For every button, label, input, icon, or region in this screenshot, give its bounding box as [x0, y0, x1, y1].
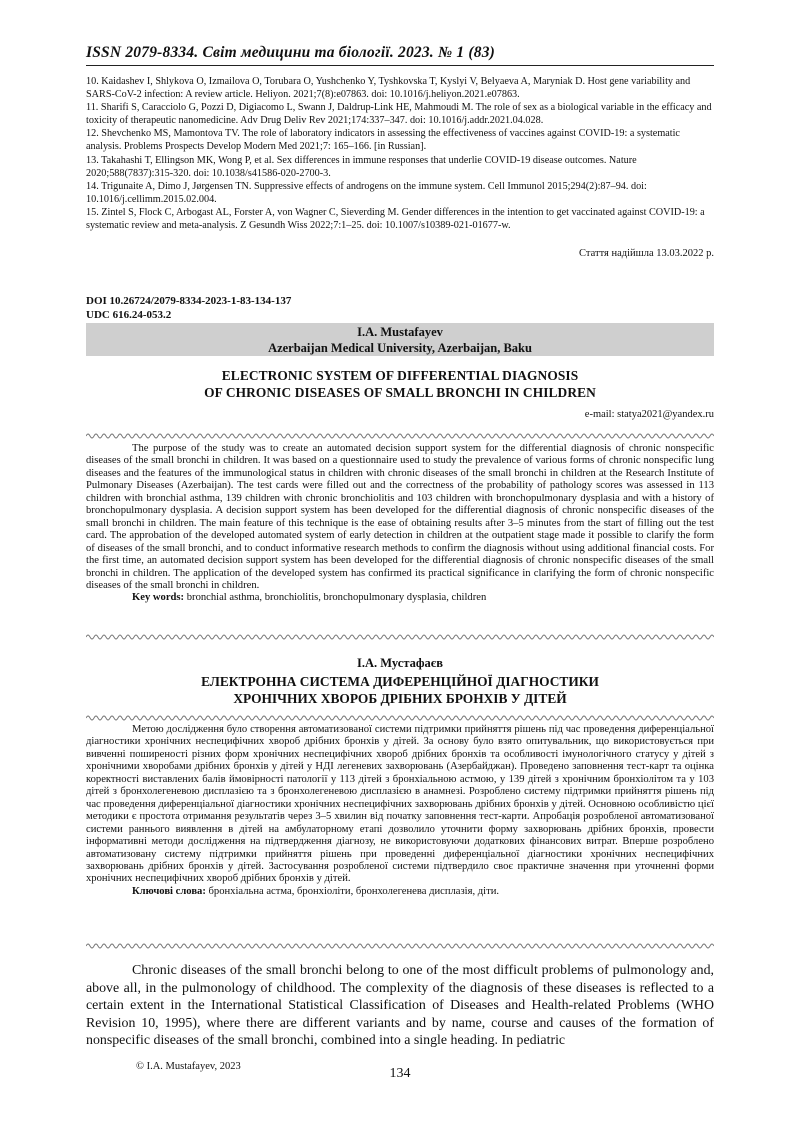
- title-line: OF CHRONIC DISEASES OF SMALL BRONCHI IN CHILDREN: [204, 385, 596, 400]
- author-name: I.A. Mustafayev: [357, 325, 443, 339]
- page-number: 134: [389, 1066, 411, 1081]
- journal-header: ISSN 2079-8334. Світ медицини та біології. 2023. № 1 (83): [86, 44, 714, 66]
- copyright: © I.A. Mustafayev, 2023: [136, 1061, 241, 1072]
- wave-divider: [86, 432, 714, 440]
- doi-block: [86, 295, 291, 322]
- reference-item: 13. Takahashi T, Ellingson MK, Wong P, et al. Sex differences in immune responses that underlie COVID-19 disease outcomes. Nature 2020;588(7837):315-320. doi: 10.1038/s41586-020-2700-3.: [86, 154, 637, 179]
- author-affiliation: Azerbaijan Medical University, Azerbaijan, Baku: [268, 340, 532, 355]
- abstract-english: [86, 443, 714, 605]
- reference-item: 14. Trigunaite A, Dimo J, Jørgensen TN. Suppressive effects of androgens on the immune system. Cell Immunol 2015;294(2):87–94. doi: 10.1016/j.cellimm.2015.02.004.: [86, 180, 647, 205]
- title-line: ELECTRONIC SYSTEM OF DIFFERENTIAL DIAGNOSIS: [221, 368, 579, 383]
- wave-divider: [86, 633, 714, 641]
- keywords-list: bronchial asthma, bronchiolitis, bronchopulmonary dysplasia, children: [184, 592, 487, 604]
- reference-list: [86, 75, 714, 232]
- wave-divider: [86, 714, 714, 722]
- ua-author-name: І.А. Мустафаєв: [357, 656, 443, 670]
- reference-item: 15. Zintel S, Flock C, Arbogast AL, Forster A, von Wagner C, Sieverding M. Gender differences in the intention to get vaccinated against COVID-19: a systematic review and meta-analysis. Z Gesundh Wiss 2022;7:1–25. doi: 10.1007/s10389-021-01677-w.: [86, 206, 705, 232]
- body-text: [86, 962, 714, 1050]
- keywords-label: Ключові слова:: [132, 885, 206, 897]
- reference-item: 11. Sharifi S, Caracciolo G, Pozzi D, Digiacomo L, Swann J, Daldrup-Link HE, Mahmoudi M. The role of sex as a biological variable in the efficacy and toxicity of therapeutic nanomedicine. Adv Drug Deliv Rev 2021;174:337–347. doi: 10.1016/j.addr.2021.04.028.: [86, 102, 712, 127]
- author-email: e-mail: statya2021@yandex.ru: [584, 409, 714, 420]
- author-box: [86, 323, 714, 356]
- abstract-text: The purpose of the study was to create an automated decision support system for the differential diagnosis of chronic nonspecific diseases of the small bronchi in children. It was based on a questionnaire used to study the prevalence of various forms of chronic nonspecific lung diseases and the features of the immunological status in children with chronic diseases of the small bronchi in children at the Research Institute of Pulmonary Diseases (Azerbaijan). The test cards were filled out and the correctness of the probability of pathology scores was assessed in 113 children with bronchial asthma, 139 children with chronic bronchiolitis and 103 children with bronchopulmonary dysplasia and with a history of bronchopulmonary dysplasia. A decision support system has been developed for the differential diagnosis of chronic nonspecific diseases of the small bronchi in children. The main feature of this technique is the ease of obtaining results after 3–5 minutes from the start of filling out the test card. The approbation of the developed automated system of early detection in children at the outpatient stage made it possible to clarify the form of diseases of the small bronchi, and to conduct informative research methods to confirm the diagnosis without using additional financial costs. For the first time, an automated decision support system has been developed for the differential diagnosis of chronic nonspecific diseases of the small bronchi in children. The application of the developed system has confirmed its practical significance in clarifying the form of chronic nonspecific diseases of the small bronchi in children.: [86, 443, 714, 591]
- body-paragraph: Chronic diseases of the small bronchi belong to one of the most difficult problems of pulmonology and, above all, in the pulmonology of childhood. The complexity of the diagnosis of these diseases is reflected to a certain extent in the International Statistical Classification of Diseases and Health-related Problems (WHO Revision 10, 1995), where there are different variants and by name, course and causes of the formation of nonspecific diseases of the small bronchi, combined into a single heading. In pediatric: [86, 963, 714, 1049]
- abstract-text: Метою дослідження було створення автоматизованої системи підтримки прийняття рішень під час проведення диференціальної діагностики хронічних неспецифічних хвороб дрібних бронхів у дітей. За основу було взято опитувальник, що використовується при вивченні поширеності різних форм хронічних неспецифічних хвороб дрібних бронхів та особливості імунологічного статусу у дітей з хронічними хворобами дрібних бронхів у дітей у НДІ легеневих захворювань (Азербайджан). Проведено заповнення тест-карт та оцінка коректності виставлених балів ймовірності патології у 113 дітей з бронхіальною астмою, у 139 дітей з хронічним бронхіолітом та у 103 дітей з бронхолегеневою дисплазією та з бронхолегеневою дисплазією в анамнезі. Розроблено систему підтримки прийняття рішень під час проведення диференціальної діагностики хронічних неспецифічних захворювань дрібних бронхів у дітей. Основною особливістю цієї методики є простота отримання результатів через 3–5 хвилин від початку заповнення тест-карти. Апробація розробленої автоматизованої системи раннього виявлення в дітей на амбулаторному етапі дозволило уточнити форму захворювань дрібних бронхів, провести інформативні методи дослідження на підтвердження діагнозу, не використовуючи додаткових фінансових витрат. Вперше розроблено автоматизовану систему підтримки прийняття рішень при проведенні диференціальної діагностики хронічних неспецифічних захворювань дрібних бронхів у дітей. Застосування розробленої системи підтвердило своє практичне значення при уточненні форми хронічних неспецифічних хвороб дрібних бронхів у дітей.: [86, 724, 714, 885]
- keywords: [86, 592, 714, 604]
- abstract-ukrainian: [86, 724, 714, 898]
- article-title: [86, 367, 714, 401]
- udc: UDC 616.24-053.2: [86, 308, 172, 321]
- keywords-label: Key words:: [132, 592, 185, 604]
- keywords: [86, 886, 714, 898]
- title-line: ЕЛЕКТРОННА СИСТЕМА ДИФЕРЕНЦІЙНОЇ ДІАГНОСТИКИ: [201, 674, 599, 689]
- received-date: Стаття надійшла 13.03.2022 р.: [579, 248, 714, 259]
- title-line: ХРОНІЧНИХ ХВОРОБ ДРІБНИХ БРОНХІВ У ДІТЕЙ: [233, 691, 567, 706]
- keywords-list: бронхіальна астма, бронхіоліти, бронхолегенева дисплазія, діти.: [205, 885, 500, 897]
- reference-item: 12. Shevchenko MS, Mamontova TV. The role of laboratory indicators in assessing the effectiveness of vaccines against COVID-19: a systematic analysis. Problems Prospects Develop Modern Med 2021;7: 165–166. [in Russian].: [86, 128, 680, 153]
- reference-item: 10. Kaidashev I, Shlykova O, Izmailova O, Torubara O, Yushchenko Y, Tyshkovska T, Kyslyi V, Belyaeva A, Maryniak D. Host gene variability and SARS-CoV-2 infection: A review article. Heliyon. 2021;7(8):e07863. doi: 10.1016/j.heliyon.2021.e07863.: [86, 76, 691, 101]
- ua-article-title: [86, 673, 714, 707]
- doi: DOI 10.26724/2079-8334-2023-1-83-134-137: [86, 295, 292, 307]
- wave-divider: [86, 942, 714, 950]
